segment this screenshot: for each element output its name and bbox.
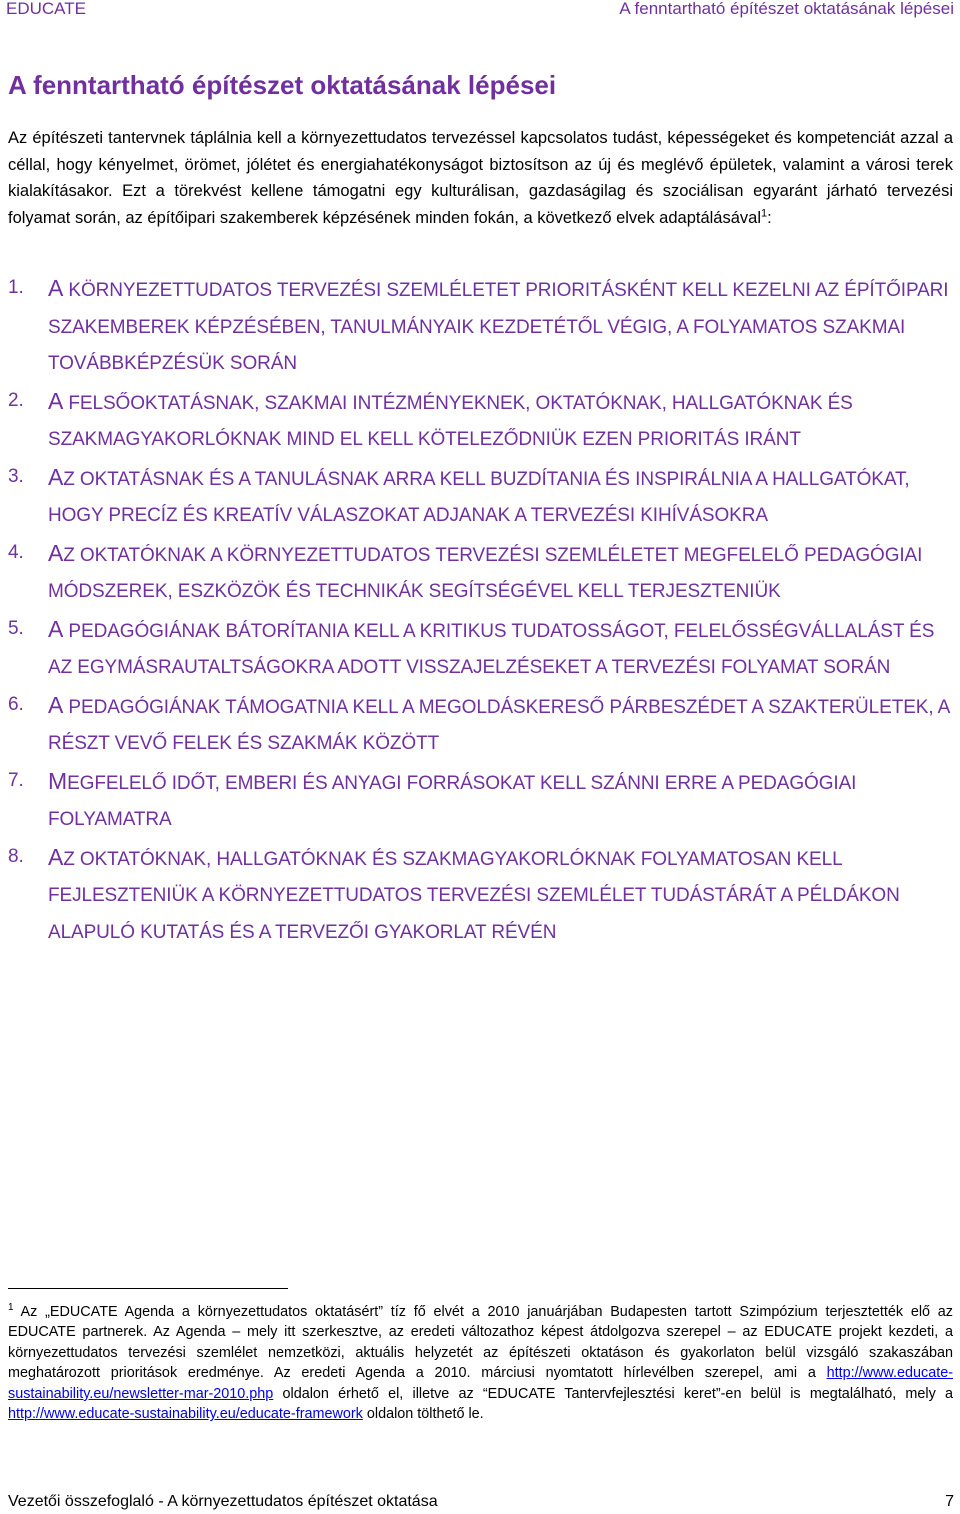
principle-number: 4.: [8, 541, 24, 563]
principle-text: KÖRNYEZETTUDATOS TERVEZÉSI SZEMLÉLETET PRIORITÁSKÉNT KELL KEZELNI AZ ÉPÍTŐIPARI SZAKEMBEREK KÉPZÉSÉBEN, TANULMÁNYAIK KEZDETÉTŐL VÉGIG, A FOLYAMATOS SZAKMAI TOVÁBBKÉPZÉSÜK SORÁN: [48, 280, 949, 374]
principle-item: [8, 839, 953, 952]
newsletter-link[interactable]: http://www.educate-sustainability.eu/newsletter-mar-2010.php: [8, 1365, 953, 1402]
intro-tail: :: [767, 208, 772, 227]
principle-text: EGFELELŐ IDŐT, EMBERI ÉS ANYAGI FORRÁSOKAT KELL SZÁNNI ERRE A PEDAGÓGIAI FOLYAMATRA: [48, 772, 857, 830]
page-title: A fenntartható építészet oktatásának lépései: [8, 70, 557, 100]
principle-text: PEDAGÓGIÁNAK TÁMOGATNIA KELL A MEGOLDÁSKERESŐ PÁRBESZÉDET A SZAKTERÜLETEK, A RÉSZT VEVŐ FELEK ÉS SZAKMÁK KÖZÖTT: [48, 696, 950, 754]
page-header: [6, 0, 954, 22]
principle-initial: A: [48, 387, 64, 414]
principle-initial: A: [48, 539, 64, 566]
principle-text: FELSŐOKTATÁSNAK, SZAKMAI INTÉZMÉNYEKNEK, OKTATÓKNAK, HALLGATÓKNAK ÉS SZAKMAGYAKORLÓKNAK MIND EL KELL KÖTELEZŐDNIÜK EZEN PRIORITÁS IRÁNT: [48, 392, 853, 450]
principle-item: [8, 459, 953, 535]
principle-number: 5.: [8, 617, 24, 639]
footnote-mark: 1: [8, 1302, 14, 1313]
header-left: EDUCATE: [6, 0, 86, 18]
principle-initial: A: [48, 691, 64, 718]
principle-number: 8.: [8, 845, 24, 867]
footnote-separator: [8, 1288, 288, 1289]
principle-text: PEDAGÓGIÁNAK BÁTORÍTANIA KELL A KRITIKUS TUDATOSSÁGOT, FELELŐSSÉGVÁLLALÁST ÉS AZ EGYMÁSRAUTALTSÁGOKRA ADOTT VISSZAJELZÉSEKET A TERVEZÉSI FOLYAMAT SORÁN: [48, 620, 935, 678]
principle-initial: A: [48, 275, 64, 301]
principle-text: Z OKTATÓKNAK, HALLGATÓKNAK ÉS SZAKMAGYAKORLÓKNAK FOLYAMATOSAN KELL FEJLESZTENIÜK A KÖRNYEZETTUDATOS TERVEZÉSI SZEMLÉLET TUDÁSTÁRÁT A PÉLDÁKON ALAPULÓ KUTATÁS ÉS A TERVEZŐI GYAKORLAT RÉVÉN: [48, 848, 900, 943]
principle-text: Z OKTATÁSNAK ÉS A TANULÁSNAK ARRA KELL BUZDÍTANIA ÉS INSPIRÁLNIA A HALLGATÓKAT, HOGY PRECÍZ ÉS KREATÍV VÁLASZOKAT ADJANAK A TERVEZÉSI KIHÍVÁSOKRA: [48, 468, 910, 526]
principle-item: [8, 270, 953, 383]
intro-text: Az építészeti tantervnek táplálnia kell a környezettudatos tervezéssel kapcsolatos tudást, képességeket és kompetenciát azzal a céllal, hogy kényelmet, örömet, jólétet és energiahatékonyságot biztosítson az új és meglévő épületek, valamint a városi terek kialakításakor. Ezt a törekvést kellene támogatni egy kulturálisan, gazdaságilag és szociálisan egyaránt járható tervezési folyamat során, az építőipari szakemberek képzésének minden fokán, a következő elvek adaptálásával: [8, 129, 953, 227]
header-right: A fenntartható építészet oktatásának lépései: [619, 0, 954, 18]
principle-number: 2.: [8, 389, 24, 411]
principle-item: [8, 687, 953, 763]
principle-number: 7.: [8, 769, 24, 791]
page-footer: [8, 1493, 954, 1511]
footnote-text-3: oldalon tölthető le.: [362, 1406, 484, 1423]
footnote: [8, 1298, 953, 1425]
principles-list: [8, 270, 953, 951]
principle-item: [8, 763, 953, 839]
footnote-text-2: oldalon érhető el, illetve az “EDUCATE Tantervfejlesztési keret”-en belül is megtalálható, mely a: [273, 1385, 953, 1402]
principle-item: [8, 383, 953, 459]
footer-title: Vezetői összefoglaló - A környezettudatos építészet oktatása: [8, 1493, 438, 1510]
intro-paragraph: [8, 125, 953, 231]
principle-number: 3.: [8, 465, 24, 487]
footnote-reference[interactable]: 1: [761, 207, 768, 219]
principle-initial: A: [48, 843, 64, 870]
principle-initial: A: [48, 615, 64, 642]
footnote-text-1: Az „EDUCATE Agenda a környezettudatos oktatásért” tíz fő elvét a 2010 januárjában Budapesten tartott Szimpózium terjesztették elő az EDUCATE partnerek. Az Agenda – mely itt szerkesztve, az eredeti változathoz képest átdolgozva szerepel – az EDUCATE projekt kezdeti, a környezettudatos tervezési szemlélet nemzetközi, aktuális helyzetét az építészeti oktatáson és gyakorlaton belül vizsgáló szakaszában meghatározott prioritások eredménye. Az eredeti Agenda a 2010. márciusi nyomtatott hírlevélben szerepel, ami a: [8, 1303, 953, 1382]
principle-number: 6.: [8, 693, 24, 715]
principle-number: 1.: [8, 277, 24, 298]
framework-link[interactable]: http://www.educate-sustainability.eu/educate-framework: [8, 1406, 363, 1423]
page-number: 7: [945, 1493, 954, 1510]
principle-initial: A: [48, 463, 64, 490]
principle-text: Z OKTATÓKNAK A KÖRNYEZETTUDATOS TERVEZÉSI SZEMLÉLETET MEGFELELŐ PEDAGÓGIAI MÓDSZEREK, ESZKÖZÖK ÉS TECHNIKÁK SEGÍTSÉGÉVEL KELL TERJESZTENIÜK: [48, 544, 923, 602]
principle-initial: M: [48, 767, 68, 794]
principle-item: [8, 611, 953, 687]
principle-item: [8, 535, 953, 611]
